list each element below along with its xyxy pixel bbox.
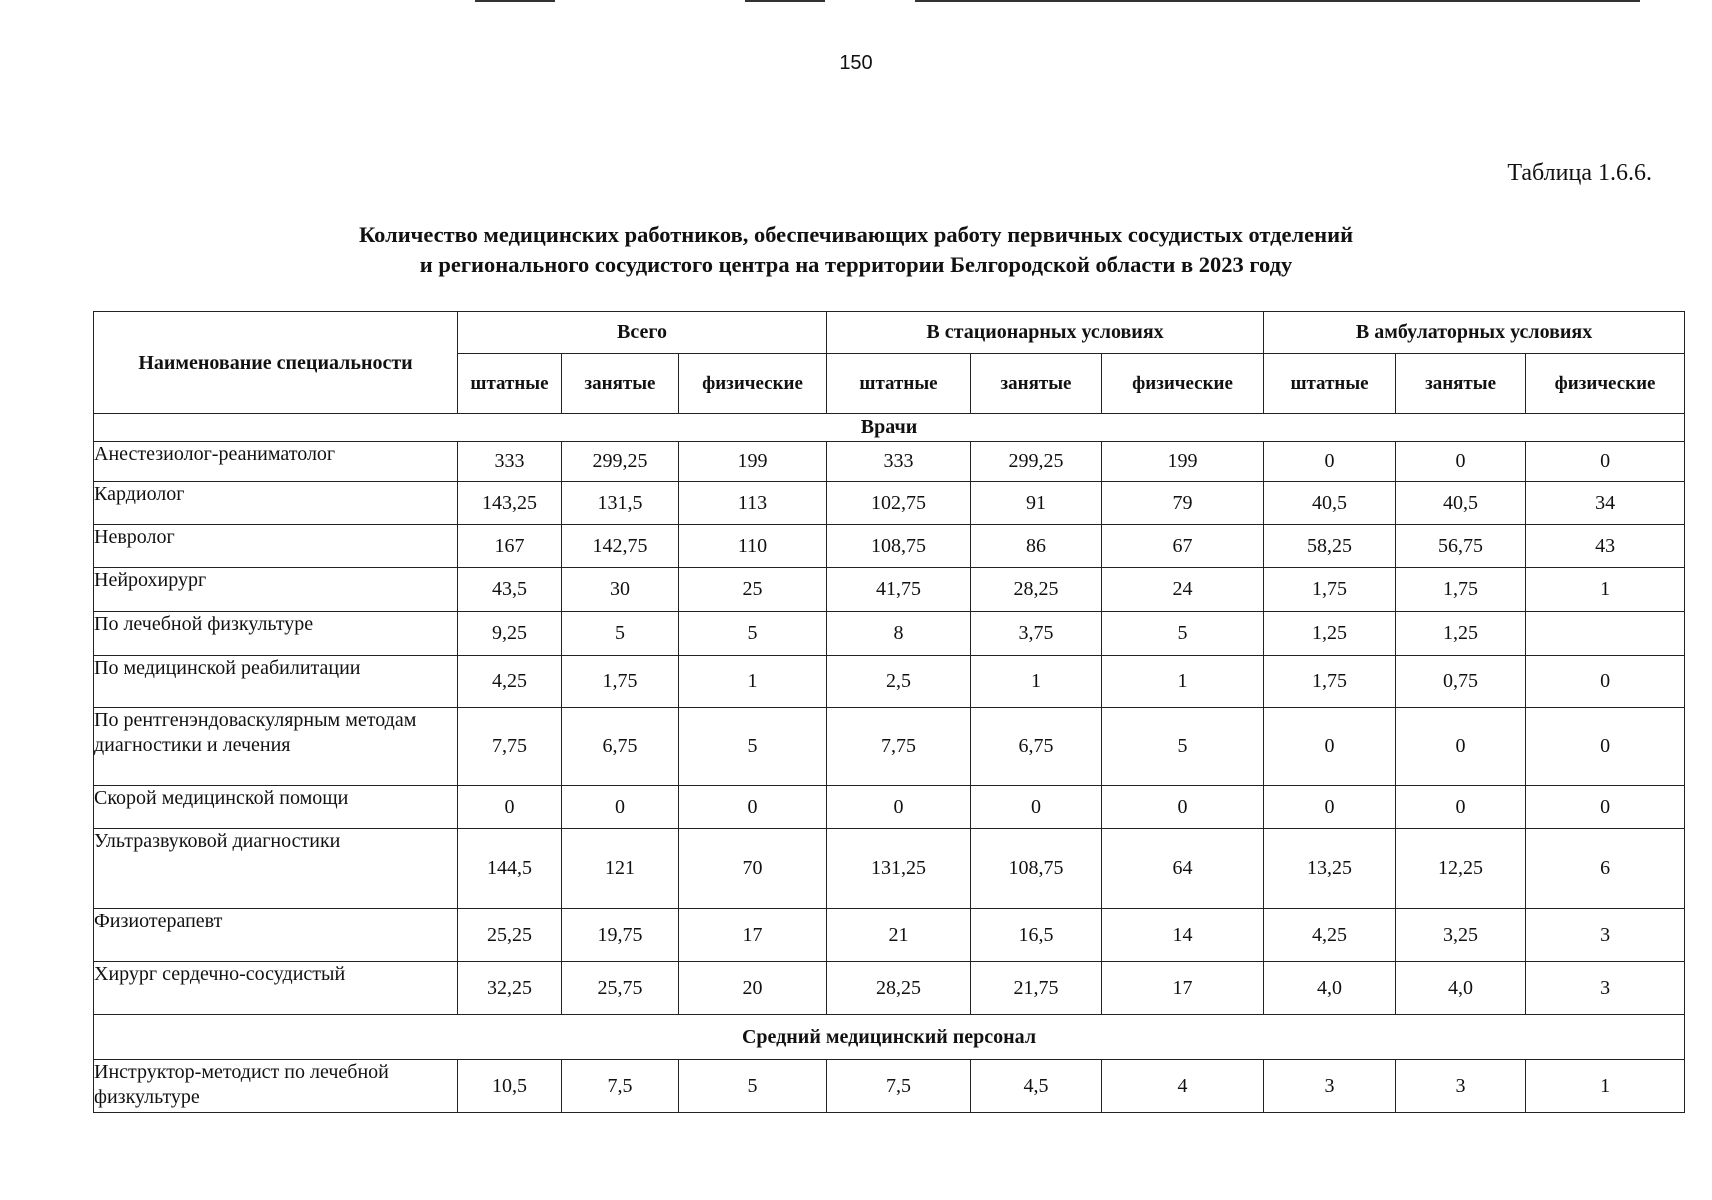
value-cell: 34	[1526, 482, 1685, 525]
table-title-line-2: и регионального сосудистого центра на территории Белгородской области в 2023 году	[419, 252, 1293, 277]
specialty-name: По лечебной физкультуре	[94, 612, 458, 656]
value-cell: 5	[679, 708, 827, 786]
value-cell: 0	[1264, 442, 1396, 482]
value-cell: 0	[1264, 708, 1396, 786]
specialty-name: Кардиолог	[94, 482, 458, 525]
table-row	[94, 708, 1685, 786]
value-cell: 167	[458, 525, 562, 568]
value-cell: 91	[971, 482, 1102, 525]
table-row	[94, 962, 1685, 1015]
specialty-header: Наименование специальности	[94, 312, 458, 414]
group-header-inpatient: В стационарных условиях	[827, 312, 1264, 354]
value-cell: 9,25	[458, 612, 562, 656]
table-row	[94, 482, 1685, 525]
value-cell: 333	[827, 442, 971, 482]
section-header-row	[94, 1015, 1685, 1060]
top-rule-1	[475, 0, 555, 2]
specialty-name: Анестезиолог-реаниматолог	[94, 442, 458, 482]
value-cell: 2,5	[827, 656, 971, 708]
value-cell: 28,25	[827, 962, 971, 1015]
value-cell: 24	[1102, 568, 1264, 612]
value-cell: 67	[1102, 525, 1264, 568]
table-row	[94, 612, 1685, 656]
value-cell: 7,75	[827, 708, 971, 786]
value-cell: 1,25	[1396, 612, 1526, 656]
value-cell: 5	[562, 612, 679, 656]
table-row	[94, 909, 1685, 962]
value-cell: 142,75	[562, 525, 679, 568]
page-number: 150	[839, 52, 873, 74]
value-cell: 8	[827, 612, 971, 656]
value-cell: 108,75	[827, 525, 971, 568]
value-cell: 1,75	[1264, 656, 1396, 708]
value-cell: 12,25	[1396, 829, 1526, 909]
value-cell: 5	[679, 612, 827, 656]
specialty-name: Невролог	[94, 525, 458, 568]
value-cell: 0	[827, 786, 971, 829]
value-cell: 5	[1102, 708, 1264, 786]
value-cell: 32,25	[458, 962, 562, 1015]
top-rule-2	[745, 0, 825, 2]
top-rule-3	[915, 0, 1640, 2]
subheader-staff: штатные	[827, 354, 971, 414]
value-cell: 3,25	[1396, 909, 1526, 962]
value-cell: 299,25	[562, 442, 679, 482]
value-cell: 7,5	[562, 1060, 679, 1113]
value-cell: 3	[1396, 1060, 1526, 1113]
table-row	[94, 656, 1685, 708]
subheader-physical: физические	[1526, 354, 1685, 414]
value-cell: 0	[1102, 786, 1264, 829]
value-cell: 20	[679, 962, 827, 1015]
value-cell: 13,25	[1264, 829, 1396, 909]
specialty-name: Скорой медицинской помощи	[94, 786, 458, 829]
subheader-staff: штатные	[1264, 354, 1396, 414]
value-cell: 6	[1526, 829, 1685, 909]
value-cell: 58,25	[1264, 525, 1396, 568]
value-cell: 0	[562, 786, 679, 829]
specialty-name: Нейрохирург	[94, 568, 458, 612]
staff-table	[93, 311, 1685, 1113]
value-cell: 10,5	[458, 1060, 562, 1113]
value-cell: 19,75	[562, 909, 679, 962]
subheader-occupied: занятые	[971, 354, 1102, 414]
value-cell: 4,25	[458, 656, 562, 708]
value-cell: 1,75	[562, 656, 679, 708]
group-header-total: Всего	[458, 312, 827, 354]
value-cell: 0	[1526, 708, 1685, 786]
value-cell: 43	[1526, 525, 1685, 568]
specialty-name: Хирург сердечно-сосудистый	[94, 962, 458, 1015]
value-cell: 56,75	[1396, 525, 1526, 568]
value-cell: 3	[1264, 1060, 1396, 1113]
section-header-row	[94, 414, 1685, 442]
value-cell: 4,5	[971, 1060, 1102, 1113]
value-cell: 14	[1102, 909, 1264, 962]
value-cell: 5	[1102, 612, 1264, 656]
value-cell: 0	[1396, 442, 1526, 482]
subheader-staff: штатные	[458, 354, 562, 414]
value-cell: 4,25	[1264, 909, 1396, 962]
table-body	[94, 414, 1685, 1113]
table-row	[94, 525, 1685, 568]
value-cell: 17	[679, 909, 827, 962]
section-title: Врачи	[94, 414, 1685, 442]
value-cell: 70	[679, 829, 827, 909]
value-cell: 1	[679, 656, 827, 708]
value-cell: 121	[562, 829, 679, 909]
value-cell: 30	[562, 568, 679, 612]
value-cell: 4	[1102, 1060, 1264, 1113]
value-cell: 5	[679, 1060, 827, 1113]
value-cell: 4,0	[1396, 962, 1526, 1015]
value-cell: 0	[1526, 442, 1685, 482]
value-cell: 41,75	[827, 568, 971, 612]
value-cell: 0	[679, 786, 827, 829]
value-cell: 131,5	[562, 482, 679, 525]
value-cell: 7,5	[827, 1060, 971, 1113]
table-row	[94, 1060, 1685, 1113]
value-cell: 28,25	[971, 568, 1102, 612]
value-cell: 40,5	[1396, 482, 1526, 525]
value-cell: 1,25	[1264, 612, 1396, 656]
section-title: Средний медицинский персонал	[94, 1015, 1685, 1060]
value-cell: 1,75	[1396, 568, 1526, 612]
table-row	[94, 829, 1685, 909]
specialty-name: Физиотерапевт	[94, 909, 458, 962]
value-cell: 3,75	[971, 612, 1102, 656]
value-cell: 25	[679, 568, 827, 612]
specialty-name: По медицинской реабилитации	[94, 656, 458, 708]
table-label: Таблица 1.6.6.	[1507, 160, 1652, 186]
value-cell: 0,75	[1396, 656, 1526, 708]
value-cell: 110	[679, 525, 827, 568]
subheader-occupied: занятые	[562, 354, 679, 414]
value-cell: 3	[1526, 909, 1685, 962]
value-cell: 0	[1396, 708, 1526, 786]
subheader-occupied: занятые	[1396, 354, 1526, 414]
table-row	[94, 442, 1685, 482]
value-cell: 16,5	[971, 909, 1102, 962]
specialty-name: Ультразвуковой диагностики	[94, 829, 458, 909]
value-cell: 0	[1526, 786, 1685, 829]
value-cell: 79	[1102, 482, 1264, 525]
value-cell: 6,75	[971, 708, 1102, 786]
subheader-physical: физические	[1102, 354, 1264, 414]
specialty-name: Инструктор-методист по лечебной физкультуре	[94, 1060, 458, 1113]
value-cell: 0	[458, 786, 562, 829]
value-cell: 1	[1526, 568, 1685, 612]
value-cell: 1	[1526, 1060, 1685, 1113]
value-cell: 21	[827, 909, 971, 962]
value-cell: 299,25	[971, 442, 1102, 482]
value-cell: 0	[1396, 786, 1526, 829]
value-cell: 333	[458, 442, 562, 482]
value-cell: 199	[679, 442, 827, 482]
value-cell: 131,25	[827, 829, 971, 909]
value-cell: 0	[1264, 786, 1396, 829]
value-cell: 1	[1102, 656, 1264, 708]
value-cell: 25,25	[458, 909, 562, 962]
value-cell	[1526, 612, 1685, 656]
table-row	[94, 786, 1685, 829]
value-cell: 143,25	[458, 482, 562, 525]
value-cell: 102,75	[827, 482, 971, 525]
table-row	[94, 568, 1685, 612]
value-cell: 25,75	[562, 962, 679, 1015]
value-cell: 199	[1102, 442, 1264, 482]
value-cell: 7,75	[458, 708, 562, 786]
value-cell: 1,75	[1264, 568, 1396, 612]
value-cell: 40,5	[1264, 482, 1396, 525]
value-cell: 3	[1526, 962, 1685, 1015]
table-title	[0, 220, 1712, 280]
table-title-line-1: Количество медицинских работников, обеспечивающих работу первичных сосудистых отделений	[358, 222, 1354, 247]
value-cell: 86	[971, 525, 1102, 568]
subheader-physical: физические	[679, 354, 827, 414]
value-cell: 144,5	[458, 829, 562, 909]
value-cell: 108,75	[971, 829, 1102, 909]
value-cell: 21,75	[971, 962, 1102, 1015]
specialty-name: По рентгенэндоваскулярным методам диагностики и лечения	[94, 708, 458, 786]
value-cell: 64	[1102, 829, 1264, 909]
value-cell: 4,0	[1264, 962, 1396, 1015]
value-cell: 6,75	[562, 708, 679, 786]
value-cell: 113	[679, 482, 827, 525]
value-cell: 0	[1526, 656, 1685, 708]
group-header-outpatient: В амбулаторных условиях	[1264, 312, 1685, 354]
value-cell: 1	[971, 656, 1102, 708]
value-cell: 0	[971, 786, 1102, 829]
value-cell: 43,5	[458, 568, 562, 612]
value-cell: 17	[1102, 962, 1264, 1015]
